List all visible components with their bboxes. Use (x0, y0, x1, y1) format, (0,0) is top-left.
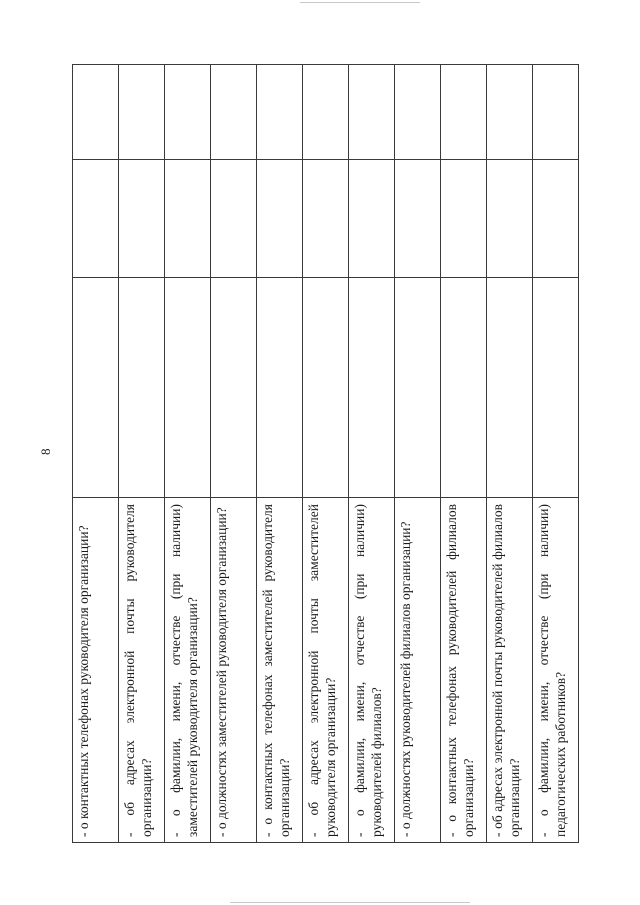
answer-cell (533, 160, 579, 278)
answer-cell (487, 65, 533, 160)
table-row (533, 65, 579, 843)
question-cell: - о должностях заместителей руководителя организации? (211, 498, 257, 843)
answer-cell (257, 65, 303, 160)
question-cell: - об адресах электронной почты руководителей филиалов организации? (487, 498, 533, 843)
answer-cell (165, 160, 211, 278)
answer-cell (487, 160, 533, 278)
table-row (349, 65, 395, 843)
answer-cell (487, 278, 533, 498)
table-row (395, 65, 441, 843)
question-cell: - о должностях руководителей филиалов организации? (395, 498, 441, 843)
question-cell: - о контактных телефонах руководителя организации? (73, 498, 119, 843)
answer-cell (165, 65, 211, 160)
answer-cell (533, 278, 579, 498)
answer-cell (73, 65, 119, 160)
scan-artifact-top (300, 2, 420, 3)
answer-cell (73, 160, 119, 278)
answer-cell (211, 65, 257, 160)
answer-cell (257, 278, 303, 498)
answer-cell (441, 278, 487, 498)
rotated-table-container (72, 65, 579, 843)
page-number: 8 (38, 448, 53, 455)
table-row (257, 65, 303, 843)
answer-cell (395, 278, 441, 498)
answer-cell (441, 160, 487, 278)
answer-cell (257, 160, 303, 278)
answer-cell (349, 160, 395, 278)
table-row (73, 65, 119, 843)
answer-cell (165, 278, 211, 498)
scan-artifact-bottom (230, 902, 470, 903)
answer-cell (395, 65, 441, 160)
question-cell: - о контактных телефонах заместителей руководителя организации? (257, 498, 303, 843)
answer-cell (303, 65, 349, 160)
table-row (303, 65, 349, 843)
table-row (119, 65, 165, 843)
question-cell: - о фамилии, имени, отчестве (при наличии) педагогических работников? (533, 498, 579, 843)
table-row (211, 65, 257, 843)
answer-cell (73, 278, 119, 498)
answer-cell (211, 160, 257, 278)
question-cell: - об адресах электронной почты руководителя организации? (119, 498, 165, 843)
table-row (487, 65, 533, 843)
answer-cell (303, 278, 349, 498)
question-cell: - об адресах электронной почты заместителей руководителя организации? (303, 498, 349, 843)
answer-cell (441, 65, 487, 160)
answer-cell (533, 65, 579, 160)
answer-cell (349, 278, 395, 498)
answer-cell (211, 278, 257, 498)
question-cell: - о фамилии, имени, отчестве (при наличии) заместителей руководителя организации? (165, 498, 211, 843)
answer-cell (395, 160, 441, 278)
answer-cell (119, 160, 165, 278)
answer-cell (349, 65, 395, 160)
questionnaire-table (72, 64, 579, 843)
table-row (165, 65, 211, 843)
answer-cell (119, 278, 165, 498)
answer-cell (119, 65, 165, 160)
question-cell: - о контактных телефонах руководителей филиалов организации? (441, 498, 487, 843)
question-cell: - о фамилии, имени, отчестве (при наличии) руководителей филиалов? (349, 498, 395, 843)
answer-cell (303, 160, 349, 278)
table-row (441, 65, 487, 843)
